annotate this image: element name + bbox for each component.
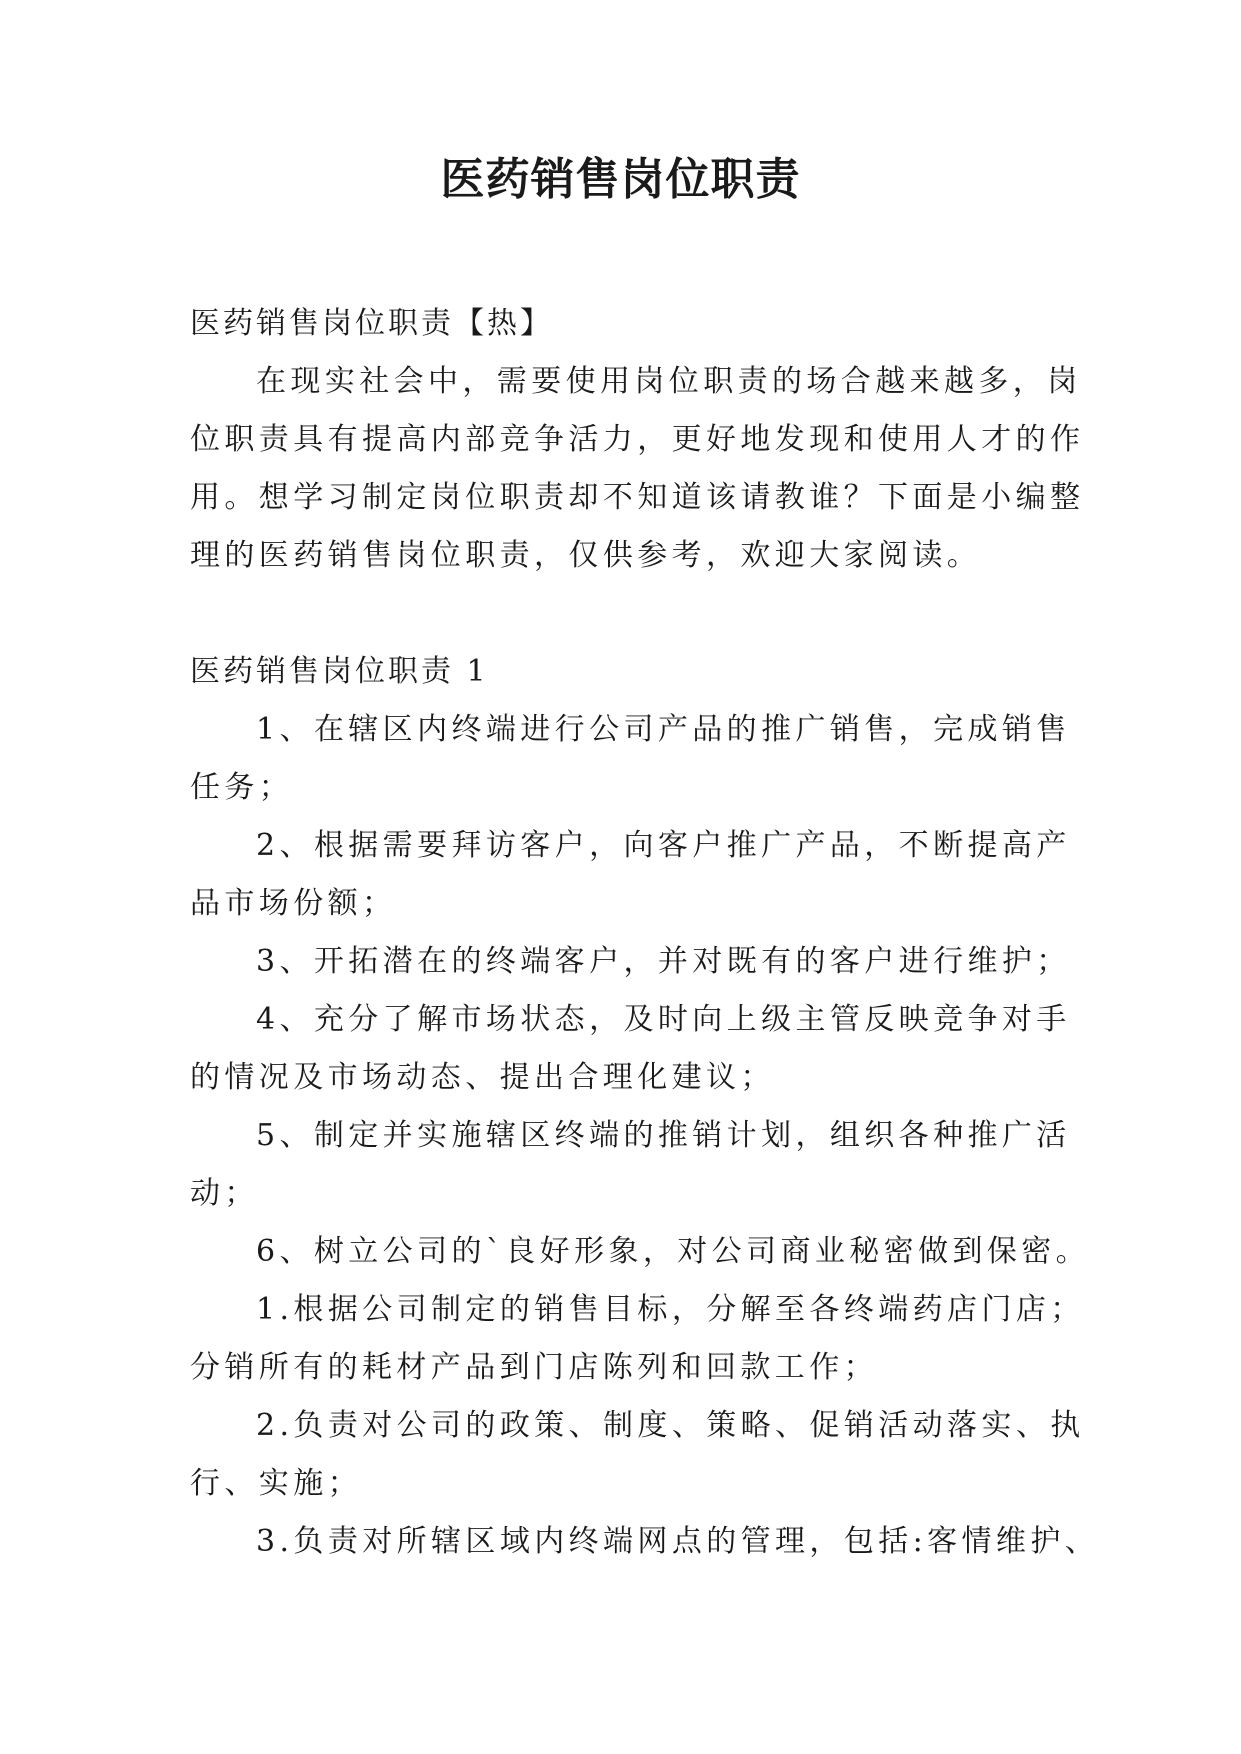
duty-line: 动； [190, 1176, 259, 1211]
paragraph-gap [190, 585, 1060, 643]
section-heading: 医药销售岗位职责 1 [190, 654, 489, 689]
duty-line: 任务； [190, 770, 294, 805]
intro-line: 用。想学习制定岗位职责却不知道该请教谁？下面是小编整 [190, 480, 1085, 515]
duty-line: 4、充分了解市场状态，及时向上级主管反映竞争对手 [256, 1002, 1071, 1037]
intro-line: 理的医药销售岗位职责，仅供参考，欢迎大家阅读。 [190, 538, 982, 573]
duty-line: 的情况及市场动态、提出合理化建议； [190, 1060, 775, 1095]
duty-line: 行、实施； [190, 1466, 362, 1501]
document-body [190, 295, 1100, 1571]
duty-line: 5、制定并实施辖区终端的推销计划，组织各种推广活 [256, 1118, 1071, 1153]
duty-line: 3.负责对所辖区域内终端网点的管理，包括:客情维护、 [256, 1524, 1100, 1559]
duty-line: 分销所有的耗材产品到门店陈列和回款工作； [190, 1350, 878, 1385]
duty-line: 6、树立公司的`良好形象，对公司商业秘密做到保密。 [256, 1234, 1091, 1269]
intro-heading: 医药销售岗位职责【热】 [190, 306, 553, 341]
duty-line: 1、在辖区内终端进行公司产品的推广销售，完成销售 [256, 712, 1071, 747]
duty-line: 2、根据需要拜访客户，向客户推广产品，不断提高产 [256, 828, 1071, 863]
duty-line: 3、开拓潜在的终端客户，并对既有的客户进行维护； [256, 944, 1071, 979]
duty-line: 1.根据公司制定的销售目标，分解至各终端药店门店； [256, 1292, 1085, 1327]
intro-line: 位职责具有提高内部竞争活力，更好地发现和使用人才的作 [190, 422, 1085, 457]
page-title: 医药销售岗位职责 [440, 154, 801, 205]
intro-line: 在现实社会中，需要使用岗位职责的场合越来越多，岗 [256, 364, 1082, 399]
duty-line: 2.负责对公司的政策、制度、策略、促销活动落实、执 [256, 1408, 1085, 1443]
duty-line: 品市场份额； [190, 886, 397, 921]
